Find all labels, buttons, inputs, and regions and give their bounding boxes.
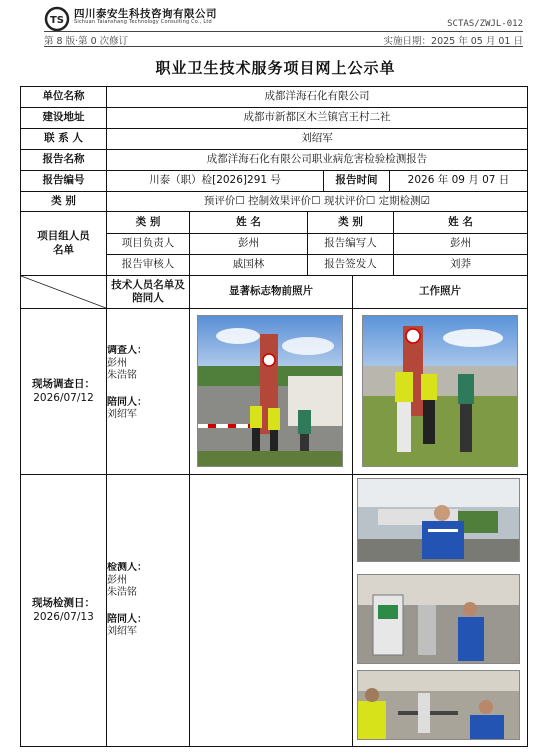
report-no-value: 川泰（职）检[2026]291 号 <box>149 174 281 187</box>
page-title: 职业卫生技术服务项目网上公示单 <box>155 59 396 77</box>
report-issuer-name: 刘莽 <box>450 258 471 271</box>
testing-staff-label: 检测人： <box>107 562 147 573</box>
header-rule-bottom <box>44 46 523 47</box>
report-writer-label: 报告编写人 <box>324 237 377 250</box>
work-photo-header: 工作照片 <box>419 285 461 298</box>
company-logo <box>44 6 70 32</box>
survey-date: 2026/07/12 <box>33 391 94 404</box>
testing-accompany-label: 陪同人： <box>107 613 147 625</box>
team-col-name-2: 姓 名 <box>448 215 473 228</box>
photo-illustration <box>358 479 520 562</box>
survey-staff-cell <box>107 345 189 455</box>
address-value: 成都市新都区木兰镇宫王村二社 <box>243 111 391 124</box>
sign-photo-header: 显著标志物前照片 <box>229 285 313 298</box>
team-col-type-1: 类 别 <box>135 215 161 228</box>
table-rule <box>20 746 528 747</box>
survey-staff-label: 调查人： <box>107 345 147 356</box>
report-reviewer-label: 报告审核人 <box>121 258 175 271</box>
team-col-type-2: 类 别 <box>338 215 363 228</box>
report-writer-name: 彭州 <box>450 237 471 250</box>
report-issuer-label: 报告签发人 <box>324 258 377 271</box>
photo-illustration <box>198 316 343 467</box>
survey-date-label: 现场调查日： <box>32 378 95 391</box>
team-col-name-1: 姓 名 <box>236 215 261 228</box>
category-options: 预评价☐ 控制效果评价☐ 现状评价☐ 定期检测☑ <box>203 194 431 207</box>
survey-staff-2: 朱浩铭 <box>107 370 137 381</box>
contact-value: 刘绍军 <box>301 132 333 145</box>
testing-staff-2: 朱浩铭 <box>107 587 137 598</box>
project-leader-name: 彭州 <box>238 237 259 250</box>
survey-accompany: 刘绍军 <box>107 409 137 420</box>
table-rule <box>527 86 528 747</box>
testing-work-photo-2 <box>357 574 520 664</box>
survey-work-photo <box>362 315 518 467</box>
survey-date-cell <box>21 309 106 474</box>
company-name-cn: 四川泰安生科技咨询有限公司 <box>74 8 217 20</box>
testing-date: 2026/07/13 <box>33 610 94 623</box>
effective-date: 实施日期：2025 年 05 月 01 日 <box>383 36 523 47</box>
report-name-label: 报告名称 <box>42 153 85 166</box>
report-no-label: 报告编号 <box>42 174 85 187</box>
table-rule <box>352 275 353 747</box>
testing-work-photo-1 <box>357 478 520 562</box>
testing-accompany: 刘绍军 <box>107 626 137 637</box>
testing-staff-1: 彭州 <box>107 574 127 586</box>
team-group-label: 项目组人员名单 <box>37 230 90 256</box>
photo-illustration <box>358 575 520 664</box>
diagonal-line <box>21 276 106 308</box>
unit-label: 单位名称 <box>42 90 85 103</box>
svg-text:TS: TS <box>49 15 65 26</box>
document-code: SCTAS/ZWJL-012 <box>447 19 523 29</box>
survey-sign-photo <box>197 315 343 467</box>
survey-accompany-label: 陪同人： <box>107 396 147 408</box>
report-time-value: 2026 年 09 月 07 日 <box>407 174 510 187</box>
staff-header: 技术人员名单及陪同人 <box>111 278 185 304</box>
report-time-label: 报告时间 <box>335 174 378 187</box>
address-label: 建设地址 <box>42 111 85 124</box>
report-name-value: 成都洋海石化有限公司职业病危害检验检测报告 <box>206 153 428 166</box>
testing-staff-cell <box>107 562 189 672</box>
testing-work-photo-3 <box>357 670 520 740</box>
testing-date-cell <box>21 475 106 746</box>
project-leader-label: 项目负责人 <box>121 237 175 250</box>
testing-date-label: 现场检测日： <box>32 597 95 610</box>
document-version: 第 8 版·第 0 次修订 <box>44 36 129 47</box>
header-rule-top <box>44 31 523 32</box>
unit-value: 成都洋海石化有限公司 <box>264 90 370 103</box>
category-label: 类 别 <box>51 194 76 207</box>
company-name-en: Sichuan Taianshang Technology Consulting Co., Ltd <box>74 19 212 25</box>
contact-label: 联 系 人 <box>44 132 83 145</box>
photo-illustration <box>363 316 518 467</box>
survey-staff-1: 彭州 <box>107 357 127 369</box>
photo-illustration <box>358 671 520 740</box>
report-reviewer-name: 戚国林 <box>232 258 265 271</box>
